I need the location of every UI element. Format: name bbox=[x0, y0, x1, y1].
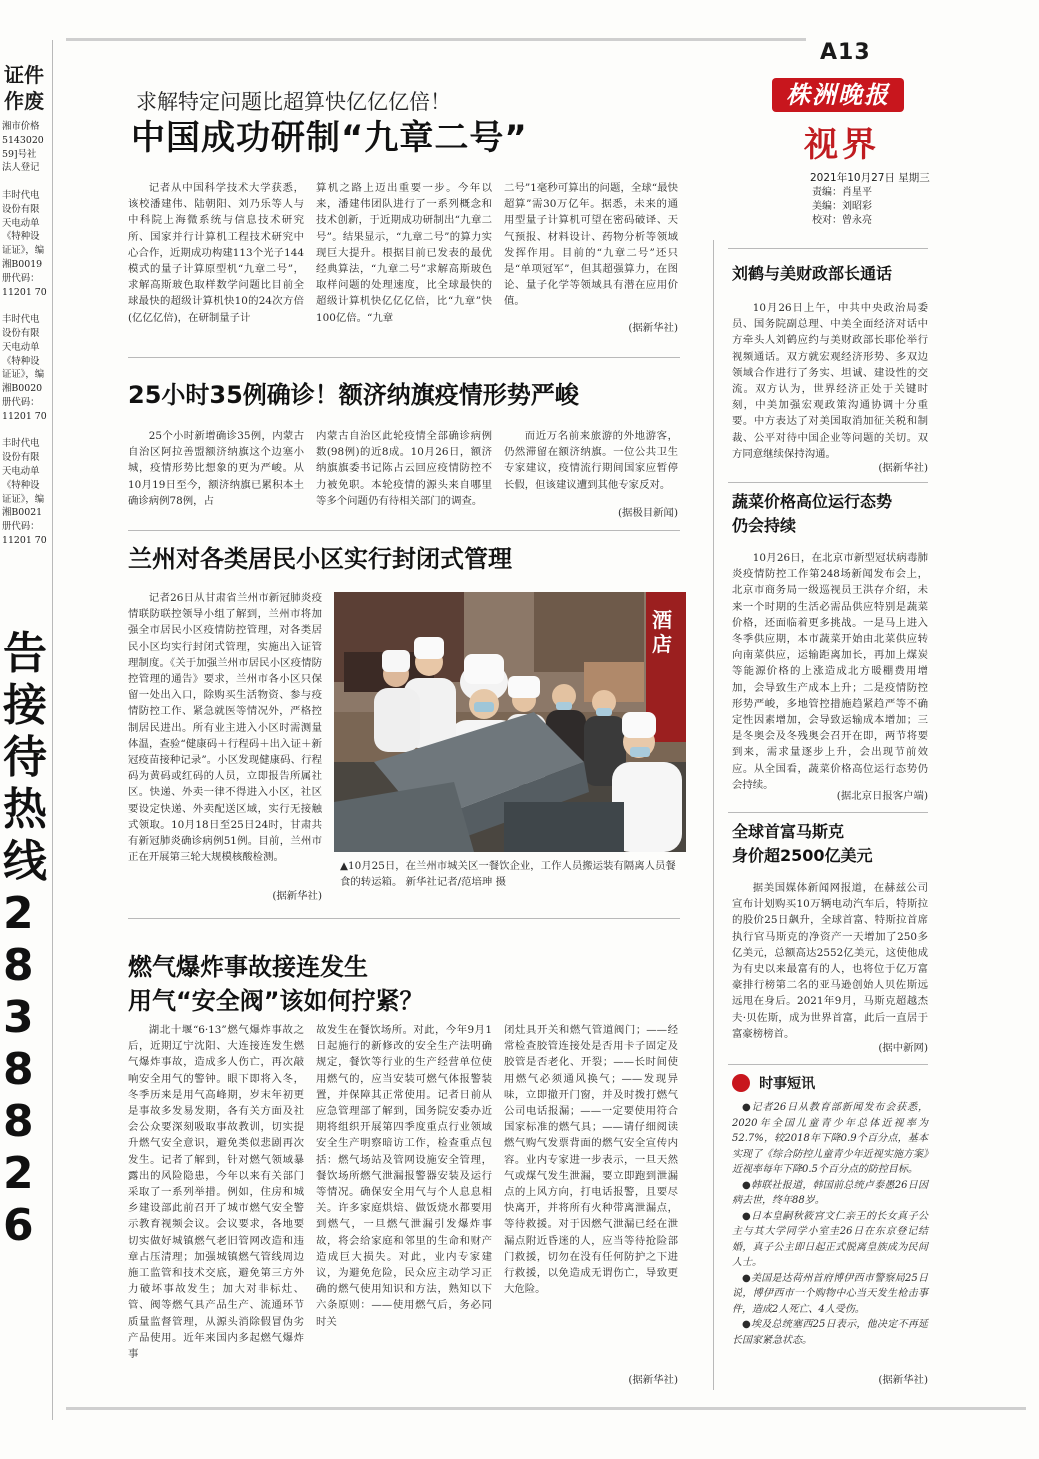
news-photo bbox=[334, 592, 686, 852]
article2-col1: 25个小时新增确诊35例，内蒙古自治区阿拉善盟额济纳旗这个边塞小城，疫情形势比想象的更为严峻。从10月19日至今，额济纳旗已累积本土确诊病例78例，占 bbox=[128, 430, 304, 507]
photo-sign: 酒店 bbox=[652, 608, 672, 656]
divider-2 bbox=[128, 530, 680, 531]
strip-line: 59]号社 bbox=[2, 148, 37, 160]
brief-item: ●韩联社报道，韩国前总统卢泰愚26日因病去世，终年88岁。 bbox=[732, 1179, 928, 1206]
brief-label: 时事短讯 bbox=[732, 1072, 815, 1094]
sidebar1-body: 10月26日上午，中共中央政治局委员、国务院副总理、中美全面经济对话中方牵头人刘鹤应约与美财政部长耶伦举行视频通话。双方就宏观经济形势、多双边领域合作进行了务实、坦诚、建设性的交流。双方认为，世界经济正处于关键时刻，中美加强宏观政策沟通协调十分重要。中方表达了对美国取消加征关税和制裁、公平对待中国企业等问题的关切。双方同意继续保持沟通。 bbox=[732, 302, 928, 460]
article2-source: (据极目新闻) bbox=[617, 507, 678, 519]
strip-line: 《特种设 bbox=[2, 355, 40, 367]
sidebar-divider bbox=[713, 240, 714, 1390]
sidebar-rule-3 bbox=[728, 1064, 928, 1065]
strip-line: 证证》，编 bbox=[2, 369, 45, 381]
strip-line: 册代码： bbox=[2, 396, 40, 408]
sidebar3-source: (据中新网) bbox=[878, 1042, 928, 1054]
strip-heading: 证件 作废 bbox=[4, 63, 44, 113]
strip-line: 设份有限 bbox=[2, 327, 40, 339]
article4-source: (据新华社) bbox=[628, 1374, 678, 1386]
sidebar1-title: 刘鹤与美财政部长通话 bbox=[732, 264, 893, 283]
article1-col1: 记者从中国科学技术大学获悉，该校潘建伟、陆朝阳、刘乃乐等人与中科院上海微系统与信息技术研究所、国家并行计算机工程技术研究中心合作，近期成功构建113个光子144模式的量子计算原型机“九章二号”，求解高斯玻色取样数学问题比目前全球最快的超级计算机快10的24次方倍(亿亿亿倍)，在研制量子计 bbox=[128, 182, 304, 324]
strip-line bbox=[2, 299, 50, 313]
bottom-rule bbox=[66, 1407, 1026, 1410]
article1-col3: 二号”1毫秒可算出的问题，全球“最快超算”需30万亿年。据悉，未来的通用型量子计算机可望在密码破译、天气预报、材料设计、药物分析等领域发挥作用。目前的“九章二号”还只是“单项冠军”，但其超强算力，在图论、量子化学等领域具有潜在应用价值。 bbox=[504, 182, 678, 308]
strip-line: 5143020 bbox=[2, 134, 44, 146]
article3-body: 记者26日从甘肃省兰州市新冠肺炎疫情联防联控领导小组了解到，兰州市将加强全市居民小区疫情防控管理，对各类居民小区均实行封闭式管理，实施出入证管理制度。《关于加强兰州市居民小区疫情防控管理的通告》要求，兰州市各小区只保留一处出入口，除购买生活物资、参与疫情防控工作、紧急就医等情况外，严格控制居民进出。所有业主进入小区时需测量体温，查验“健康码＋行程码＋出入证＋新冠疫苗接种记录”。小区发现健康码、行程码为黄码或红码的人员，立即报告所属社区。快递、外卖一律不得进入小区，社区要设定快递、外卖配送区域，实行无接触式领取。10月18日至25日24时，甘肃共有新冠肺炎确诊病例51例。目前，兰州市正在开展第三轮大规模核酸检测。 bbox=[128, 592, 322, 864]
sidebar-rule-2 bbox=[728, 812, 928, 813]
sidebar-rule-1 bbox=[728, 482, 928, 483]
strip-line: 《特种设 bbox=[2, 479, 40, 491]
strip-line: 丰时代电 bbox=[2, 189, 40, 201]
strip-line: 丰时代电 bbox=[2, 314, 40, 326]
left-strip bbox=[0, 40, 52, 1440]
brief-item: ●美国是达荷州首府博伊西市警察局25日说，博伊西市一个购物中心当天发生枪击事件，造成2人死亡、4人受伤。 bbox=[732, 1272, 928, 1315]
strip-line bbox=[2, 424, 50, 438]
article1-kicker: 求解特定问题比超算快亿亿亿倍！ bbox=[136, 90, 451, 114]
article4-title: 燃气爆炸事故接连发生 用气“安全阀”该如何拧紧？ bbox=[128, 953, 424, 1015]
strip-line: 证证》，编 bbox=[2, 493, 45, 505]
article4-col3: 闭灶具开关和燃气管道阀门；——经常检查胶管连接处是否用卡子固定及胶管是否老化、开裂；——长时间使用燃气必须通风换气；——发现异味，立即撤开门窗，并及时拨打燃气公司电话报漏；——一定要使用符合国家标准的燃气具；——请仔细阅读燃气购气发票背面的燃气安全宣传内容。业内专家进一步表示，一旦天然气或煤气发生泄漏，要立即跑到泄漏点的上风方向，打电话报警，且要尽快离开，并将所有火种带离泄漏点，等待救援。对于因燃气泄漏已经在泄漏点附近昏迷的人，应当等待抢险部门救援，切勿在没有任何防护之下进行救援，以免造成无谓伤亡，导致更大危险。 bbox=[504, 1024, 678, 1296]
strip-line: 湘B0021 bbox=[2, 507, 43, 519]
article1-title: 中国成功研制“九章二号” bbox=[131, 118, 528, 158]
sidebar3-body: 据美国媒体新闻网报道，在赫兹公司宣布计划购买10万辆电动汽车后，特斯拉的股价25日飙升，全球首富、特斯拉首席执行官马斯克的净资产一天增加了250多亿美元，总额高达2552亿美元，这使他成为有史以来最富有的人，也将位于亿万富豪排行榜第二名的亚马逊创始人贝佐斯远远甩在身后。2021年9月，马斯克超越杰夫·贝佐斯，成为世界首富，此后一直居于富豪榜榜首。 bbox=[732, 882, 928, 1040]
strip-line: 天电动单 bbox=[2, 465, 40, 477]
strip-line: 11201 70 bbox=[2, 410, 47, 422]
strip-line: 册代码： bbox=[2, 521, 40, 533]
strip-line: 法人登记 bbox=[2, 162, 40, 174]
masthead-logo: 株洲晚报 bbox=[772, 78, 904, 112]
article1-source: (据新华社) bbox=[628, 322, 678, 334]
section-title: 视界 bbox=[804, 125, 880, 165]
sidebar-top-rule bbox=[728, 248, 928, 249]
brief-marker-icon bbox=[732, 1074, 750, 1092]
divider-1 bbox=[128, 357, 680, 358]
strip-line: 设份有限 bbox=[2, 452, 40, 464]
strip-line: 《特种设 bbox=[2, 231, 40, 243]
strip-line: 设份有限 bbox=[2, 203, 40, 215]
top-rule bbox=[66, 38, 806, 41]
article3-title: 兰州对各类居民小区实行封闭式管理 bbox=[128, 545, 512, 573]
strip-divider bbox=[52, 40, 53, 1420]
strip-text bbox=[2, 120, 50, 548]
article4-col1: 湖北十堰“6·13”燃气爆炸事故之后，近期辽宁沈阳、大连接连发生燃气爆炸事故，造成多人伤亡，再次敲响安全用气的警钟。眼下即将入冬，冬季历来是用气高峰期，岁末年初更是事故多发易发期，各有关方面及社会公众要深刻吸取事故教训，切实提升燃气安全意识，避免类似悲剧再次发生。记者了解到，针对燃气领域暴露出的风险隐患，今年以来有关部门采取了一系列举措。例如，住房和城乡建设部此前召开了城市燃气安全警示教育视频会议。会议要求，各地要切实做好城镇燃气老旧管网改造和违章占压清理；加强城镇燃气管线周边施工监管和技术交底，避免第三方外力破坏事故发生；加大对非标灶、管、阀等燃气具产品生产、流通环节质量监督管理，从源头消除假冒伪劣产品使用。近年来国内多起燃气爆炸事 bbox=[128, 1024, 304, 1361]
strip-line: 证证》，编 bbox=[2, 245, 45, 257]
divider-3 bbox=[128, 918, 680, 919]
page-number: A13 bbox=[820, 40, 871, 65]
strip-line: 册代码： bbox=[2, 272, 40, 284]
strip-hotline: 告接待热线 2838826 bbox=[3, 628, 47, 1251]
strip-line: 11201 70 bbox=[2, 534, 47, 546]
article2-col3: 而近万名前来旅游的外地游客，仍然滞留在额济纳旗。一位公共卫生专家建议，疫情流行期间国家应暂停长假，但该建议遭到其他专家反对。 bbox=[504, 430, 678, 491]
sidebar2-body: 10月26日，在北京市新型冠状病毒肺炎疫情防控工作第248场新闻发布会上，北京市商务局一级巡视员王洪存介绍，未来一个时期的生活必需品供应特别是蔬菜价格，还面临着更多挑战。一是马上进入冬季供应期，本市蔬菜开始由北菜供应转向南菜供应，运输距离加长，再加上煤炭等能源价格的上涨造成北方暖棚费用增加，会导致生产成本上升；二是疫情防控形势严峻，多地管控措施趋紧趋严等不确定性因素增加，会导致运输成本增加；三是冬奥会及冬残奥会召开在即，两节将要到来，需求量逐步上升，会出现节前效应。从全国看，蔬菜价格高位运行态势仍会持续。 bbox=[732, 552, 928, 791]
brief-item: ●记者26日从教育部新闻发布会获悉，2020年全国儿童青少年总体近视率为52.7%，较2018年下降0.9个百分点，基本实现了《综合防控儿童青少年近视实施方案》近视率每年下降0.5个百分点的防控目标。 bbox=[732, 1102, 928, 1175]
strip-line: 湘B0019 bbox=[2, 258, 43, 270]
sidebar2-source: (据北京日报客户端) bbox=[836, 790, 928, 802]
credits: 责编：肖星平 美编：刘昭彩 校对：曾永亮 bbox=[812, 187, 872, 226]
sidebar1-source: (据新华社) bbox=[878, 462, 928, 474]
strip-line: 天电动单 bbox=[2, 217, 40, 229]
strip-line: 湘市价格 bbox=[2, 121, 40, 132]
photo-caption: ▲10月25日，在兰州市城关区一餐饮企业，工作人员搬运装有隔离人员餐食的转运箱。 新华社记者/范培珅 摄 bbox=[340, 860, 676, 889]
brief-list bbox=[732, 1100, 928, 1348]
brief-item: ●埃及总统塞西25日表示，他决定不再延长国家紧急状态。 bbox=[732, 1319, 928, 1346]
sidebar4-source: (据新华社) bbox=[878, 1374, 928, 1386]
article2-title: 25小时35例确诊！额济纳旗疫情形势严峻 bbox=[128, 381, 579, 409]
issue-date: 2021年10月27日 星期三 bbox=[810, 172, 930, 184]
strip-line: 11201 70 bbox=[2, 286, 47, 298]
article4-col2: 故发生在餐饮场所。对此，今年9月1日起施行的新修改的安全生产法明确规定，餐饮等行业的生产经营单位使用燃气的，应当安装可燃气体报警装置，并保障其正常使用。记者日前从应急管理部了解到，国务院安委办近期将组织开展第四季度重点行业领域安全生产明察暗访工作，检查重点包括：燃气场站及管网设施安全管理，餐饮场所燃气泄漏报警器安装及运行等情况。确保安全用气与个人息息相关。许多家庭烘焙、做饭烧水都要用到燃气，一旦燃气泄漏引发爆炸事故，将会给家庭和邻里的生命和财产造成巨大损失。对此，业内专家建议，为避免危险，民众应主动学习正确的燃气使用知识和方法，熟知以下六条原则：——使用燃气后，务必同时关 bbox=[316, 1024, 492, 1328]
strip-line: 天电动单 bbox=[2, 341, 40, 353]
sidebar2-title: 蔬菜价格高位运行态势 仍会持续 bbox=[732, 492, 893, 535]
photo-illustration bbox=[334, 592, 686, 852]
strip-line: 丰时代电 bbox=[2, 438, 40, 450]
article3-source: (据新华社) bbox=[272, 890, 322, 902]
strip-line bbox=[2, 175, 50, 189]
sidebar3-title: 全球首富马斯克 身价超2500亿美元 bbox=[732, 822, 873, 865]
article1-col2: 算机之路上迈出重要一步。今年以来，潘建伟团队进行了一系列概念和技术创新，于近期成功研制出“九章二号”。结果显示，“九章二号”的算力实现巨大提升。根据目前已发表的最优经典算法，“九章二号”求解高斯玻色取样问题的处理速度，比全球最快的超级计算机快亿亿亿倍，比“九章”快100亿倍。“九章 bbox=[316, 182, 492, 324]
strip-line: 湘B0020 bbox=[2, 383, 43, 395]
brief-item: ●日本皇嗣秋筱宫文仁亲王的长女真子公主与其大学同学小室圭26日在东京登记结婚，真子公主即日起正式脱离皇族成为民间人士。 bbox=[732, 1210, 928, 1268]
article2-col2: 内蒙古自治区此轮疫情全部确诊病例数(98例)的近8成。10月26日，额济纳旗旗委书记陈占云回应疫情防控不力被免职。本轮疫情的源头来自哪里等多个问题仍有待相关部门的调查。 bbox=[316, 430, 492, 507]
